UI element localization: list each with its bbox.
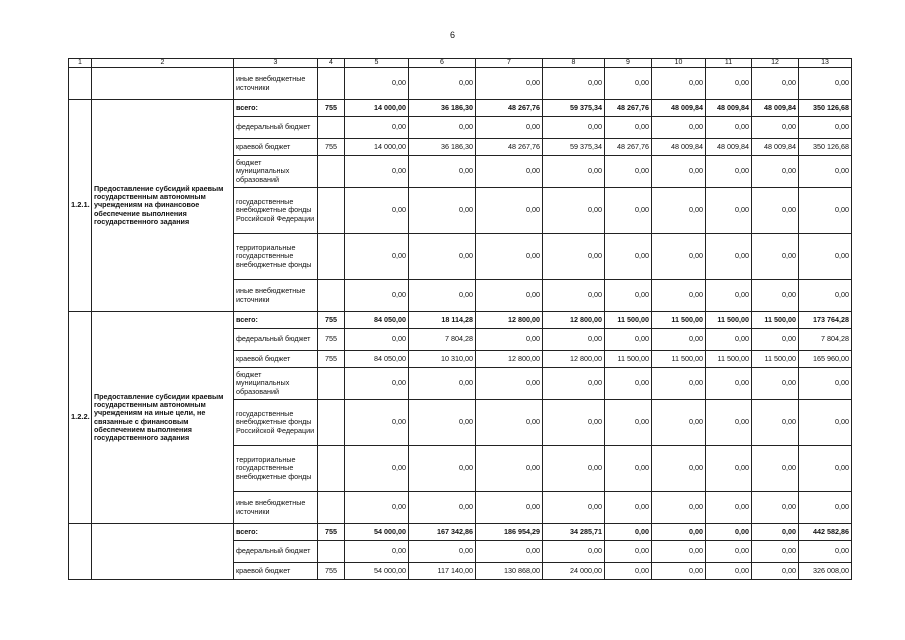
amount-cell: 0,00	[409, 68, 476, 100]
amount-cell: 0,00	[752, 117, 799, 139]
amount-cell: 48 009,84	[706, 139, 752, 156]
amount-cell: 0,00	[799, 117, 852, 139]
amount-cell: 84 050,00	[345, 312, 409, 329]
gr-code	[318, 188, 345, 234]
amount-cell: 12 800,00	[476, 351, 543, 368]
amount-cell: 14 000,00	[345, 100, 409, 117]
amount-cell: 0,00	[409, 492, 476, 524]
amount-cell: 167 342,86	[409, 524, 476, 541]
amount-cell: 0,00	[605, 117, 652, 139]
amount-cell: 0,00	[476, 234, 543, 280]
amount-cell: 36 186,30	[409, 100, 476, 117]
amount-cell: 0,00	[799, 400, 852, 446]
amount-cell: 0,00	[476, 368, 543, 400]
amount-cell: 0,00	[605, 234, 652, 280]
amount-cell: 48 267,76	[476, 100, 543, 117]
amount-cell: 0,00	[476, 280, 543, 312]
amount-cell: 0,00	[345, 492, 409, 524]
amount-cell: 34 285,71	[543, 524, 605, 541]
column-number-cell: 7	[476, 59, 543, 68]
amount-cell: 0,00	[752, 280, 799, 312]
amount-cell: 0,00	[605, 329, 652, 351]
amount-cell: 18 114,28	[409, 312, 476, 329]
gr-code	[318, 541, 345, 563]
amount-cell: 0,00	[652, 368, 706, 400]
gr-code	[318, 280, 345, 312]
item-description: Предоставление субсидии краевым государственным автономным учреждениям на иные цели, не связанные с финансовым обеспечением выполнения государственного задания	[92, 312, 234, 524]
funding-source: федеральный бюджет	[234, 329, 318, 351]
column-number-cell: 8	[543, 59, 605, 68]
amount-cell: 0,00	[652, 563, 706, 580]
amount-cell: 0,00	[345, 234, 409, 280]
amount-cell: 48 267,76	[605, 100, 652, 117]
amount-cell: 0,00	[345, 446, 409, 492]
amount-cell: 0,00	[543, 400, 605, 446]
item-code	[69, 524, 92, 580]
funding-source: всего:	[234, 524, 318, 541]
amount-cell: 0,00	[706, 156, 752, 188]
funding-source: краевой бюджет	[234, 139, 318, 156]
amount-cell: 0,00	[543, 280, 605, 312]
amount-cell: 0,00	[752, 68, 799, 100]
amount-cell: 0,00	[652, 117, 706, 139]
amount-cell: 0,00	[476, 156, 543, 188]
amount-cell: 173 764,28	[799, 312, 852, 329]
amount-cell: 350 126,68	[799, 139, 852, 156]
amount-cell: 442 582,86	[799, 524, 852, 541]
amount-cell: 0,00	[409, 400, 476, 446]
column-number-row	[69, 59, 852, 68]
amount-cell: 12 800,00	[543, 351, 605, 368]
amount-cell: 0,00	[706, 280, 752, 312]
amount-cell: 0,00	[652, 492, 706, 524]
amount-cell: 350 126,68	[799, 100, 852, 117]
amount-cell: 0,00	[752, 563, 799, 580]
item-description	[92, 68, 234, 100]
amount-cell: 0,00	[409, 368, 476, 400]
amount-cell: 11 500,00	[605, 351, 652, 368]
amount-cell: 14 000,00	[345, 139, 409, 156]
amount-cell: 0,00	[752, 492, 799, 524]
funding-source: бюджет муниципальных образований	[234, 156, 318, 188]
column-number-cell: 13	[799, 59, 852, 68]
amount-cell: 84 050,00	[345, 351, 409, 368]
amount-cell: 0,00	[543, 492, 605, 524]
amount-cell: 0,00	[752, 541, 799, 563]
amount-cell: 0,00	[652, 156, 706, 188]
amount-cell: 11 500,00	[752, 312, 799, 329]
gr-code	[318, 400, 345, 446]
gr-code: 755	[318, 139, 345, 156]
amount-cell: 24 000,00	[543, 563, 605, 580]
funding-source: иные внебюджетные источники	[234, 492, 318, 524]
amount-cell: 0,00	[543, 368, 605, 400]
funding-source: государственные внебюджетные фонды Российской Федерации	[234, 400, 318, 446]
amount-cell: 0,00	[752, 368, 799, 400]
amount-cell: 11 500,00	[652, 351, 706, 368]
amount-cell: 0,00	[409, 188, 476, 234]
amount-cell: 0,00	[543, 329, 605, 351]
column-number-cell: 3	[234, 59, 318, 68]
amount-cell: 0,00	[409, 234, 476, 280]
amount-cell: 7 804,28	[799, 329, 852, 351]
amount-cell: 0,00	[799, 492, 852, 524]
amount-cell: 0,00	[476, 329, 543, 351]
amount-cell: 59 375,34	[543, 100, 605, 117]
amount-cell: 0,00	[345, 368, 409, 400]
amount-cell: 0,00	[706, 117, 752, 139]
amount-cell: 0,00	[752, 234, 799, 280]
column-number-cell: 10	[652, 59, 706, 68]
gr-code: 755	[318, 329, 345, 351]
amount-cell: 0,00	[476, 117, 543, 139]
gr-code	[318, 234, 345, 280]
amount-cell: 0,00	[799, 156, 852, 188]
amount-cell: 0,00	[345, 156, 409, 188]
funding-source: краевой бюджет	[234, 563, 318, 580]
amount-cell: 48 009,84	[752, 100, 799, 117]
amount-cell: 0,00	[605, 524, 652, 541]
amount-cell: 0,00	[706, 234, 752, 280]
amount-cell: 7 804,28	[409, 329, 476, 351]
funding-source: государственные внебюджетные фонды Российской Федерации	[234, 188, 318, 234]
funding-source: бюджет муниципальных образований	[234, 368, 318, 400]
amount-cell: 0,00	[605, 280, 652, 312]
column-number-cell: 1	[69, 59, 92, 68]
amount-cell: 0,00	[605, 541, 652, 563]
table-row	[69, 68, 852, 100]
amount-cell: 0,00	[799, 446, 852, 492]
amount-cell: 11 500,00	[605, 312, 652, 329]
column-number-cell: 9	[605, 59, 652, 68]
budget-table	[68, 58, 852, 580]
amount-cell: 0,00	[752, 188, 799, 234]
column-number-cell: 11	[706, 59, 752, 68]
amount-cell: 0,00	[652, 524, 706, 541]
amount-cell: 48 009,84	[652, 139, 706, 156]
column-number-cell: 6	[409, 59, 476, 68]
amount-cell: 48 267,76	[605, 139, 652, 156]
funding-source: иные внебюджетные источники	[234, 68, 318, 100]
amount-cell: 0,00	[752, 329, 799, 351]
gr-code	[318, 68, 345, 100]
amount-cell: 0,00	[409, 280, 476, 312]
amount-cell: 0,00	[543, 541, 605, 563]
amount-cell: 0,00	[799, 368, 852, 400]
amount-cell: 0,00	[706, 563, 752, 580]
amount-cell: 36 186,30	[409, 139, 476, 156]
amount-cell: 130 868,00	[476, 563, 543, 580]
gr-code: 755	[318, 351, 345, 368]
amount-cell: 54 000,00	[345, 563, 409, 580]
amount-cell: 0,00	[706, 541, 752, 563]
amount-cell: 0,00	[652, 68, 706, 100]
amount-cell: 0,00	[605, 446, 652, 492]
column-number-cell: 4	[318, 59, 345, 68]
amount-cell: 48 267,76	[476, 139, 543, 156]
funding-source: федеральный бюджет	[234, 117, 318, 139]
amount-cell: 0,00	[476, 188, 543, 234]
amount-cell: 54 000,00	[345, 524, 409, 541]
amount-cell: 0,00	[706, 524, 752, 541]
amount-cell: 0,00	[476, 68, 543, 100]
amount-cell: 117 140,00	[409, 563, 476, 580]
amount-cell: 0,00	[799, 541, 852, 563]
item-description	[92, 524, 234, 580]
column-number-cell: 2	[92, 59, 234, 68]
amount-cell: 12 800,00	[543, 312, 605, 329]
item-code	[69, 68, 92, 100]
amount-cell: 0,00	[476, 492, 543, 524]
gr-code: 755	[318, 100, 345, 117]
item-code: 1.2.2.	[69, 312, 92, 524]
amount-cell: 0,00	[345, 280, 409, 312]
amount-cell: 0,00	[605, 156, 652, 188]
amount-cell: 0,00	[409, 541, 476, 563]
funding-source: территориальные государственные внебюджетные фонды	[234, 446, 318, 492]
amount-cell: 11 500,00	[652, 312, 706, 329]
funding-source: федеральный бюджет	[234, 541, 318, 563]
amount-cell: 0,00	[345, 188, 409, 234]
table-row	[69, 100, 852, 117]
funding-source: территориальные государственные внебюджетные фонды	[234, 234, 318, 280]
table-row	[69, 524, 852, 541]
amount-cell: 59 375,34	[543, 139, 605, 156]
amount-cell: 0,00	[605, 188, 652, 234]
page-number: 6	[449, 30, 455, 40]
amount-cell: 0,00	[652, 280, 706, 312]
funding-source: всего:	[234, 100, 318, 117]
amount-cell: 0,00	[799, 188, 852, 234]
amount-cell: 0,00	[605, 492, 652, 524]
funding-source: краевой бюджет	[234, 351, 318, 368]
amount-cell: 0,00	[476, 541, 543, 563]
amount-cell: 0,00	[706, 329, 752, 351]
amount-cell: 11 500,00	[706, 351, 752, 368]
amount-cell: 0,00	[409, 446, 476, 492]
gr-code	[318, 368, 345, 400]
item-description: Предоставление субсидий краевым государственным автономным учреждениям на финансовое обеспечение выполнения государственного задания	[92, 100, 234, 312]
amount-cell: 48 009,84	[752, 139, 799, 156]
amount-cell: 0,00	[476, 446, 543, 492]
amount-cell: 0,00	[652, 446, 706, 492]
amount-cell: 0,00	[752, 156, 799, 188]
amount-cell: 0,00	[605, 563, 652, 580]
amount-cell: 0,00	[543, 156, 605, 188]
amount-cell: 0,00	[345, 329, 409, 351]
amount-cell: 0,00	[652, 541, 706, 563]
column-number-cell: 12	[752, 59, 799, 68]
amount-cell: 0,00	[706, 188, 752, 234]
gr-code	[318, 117, 345, 139]
amount-cell: 0,00	[706, 492, 752, 524]
amount-cell: 0,00	[345, 400, 409, 446]
amount-cell: 0,00	[799, 280, 852, 312]
amount-cell: 0,00	[543, 188, 605, 234]
amount-cell: 0,00	[652, 234, 706, 280]
amount-cell: 0,00	[652, 188, 706, 234]
amount-cell: 326 008,00	[799, 563, 852, 580]
amount-cell: 165 960,00	[799, 351, 852, 368]
amount-cell: 0,00	[706, 446, 752, 492]
gr-code	[318, 156, 345, 188]
funding-source: всего:	[234, 312, 318, 329]
gr-code: 755	[318, 524, 345, 541]
amount-cell: 12 800,00	[476, 312, 543, 329]
gr-code: 755	[318, 312, 345, 329]
gr-code	[318, 446, 345, 492]
amount-cell: 0,00	[605, 368, 652, 400]
amount-cell: 0,00	[409, 156, 476, 188]
amount-cell: 0,00	[543, 117, 605, 139]
amount-cell: 0,00	[605, 400, 652, 446]
amount-cell: 0,00	[706, 368, 752, 400]
item-code: 1.2.1.	[69, 100, 92, 312]
amount-cell: 0,00	[345, 541, 409, 563]
amount-cell: 48 009,84	[706, 100, 752, 117]
funding-source: иные внебюджетные источники	[234, 280, 318, 312]
amount-cell: 11 500,00	[706, 312, 752, 329]
amount-cell: 10 310,00	[409, 351, 476, 368]
amount-cell: 0,00	[752, 446, 799, 492]
amount-cell: 0,00	[409, 117, 476, 139]
amount-cell: 0,00	[652, 329, 706, 351]
amount-cell: 0,00	[605, 68, 652, 100]
amount-cell: 0,00	[652, 400, 706, 446]
amount-cell: 0,00	[345, 68, 409, 100]
amount-cell: 0,00	[476, 400, 543, 446]
amount-cell: 0,00	[543, 234, 605, 280]
amount-cell: 0,00	[752, 524, 799, 541]
amount-cell: 11 500,00	[752, 351, 799, 368]
gr-code: 755	[318, 563, 345, 580]
amount-cell: 0,00	[543, 446, 605, 492]
amount-cell: 186 954,29	[476, 524, 543, 541]
gr-code	[318, 492, 345, 524]
amount-cell: 0,00	[752, 400, 799, 446]
amount-cell: 0,00	[799, 68, 852, 100]
table-body	[69, 59, 852, 580]
amount-cell: 0,00	[543, 68, 605, 100]
column-number-cell: 5	[345, 59, 409, 68]
amount-cell: 0,00	[345, 117, 409, 139]
amount-cell: 48 009,84	[652, 100, 706, 117]
amount-cell: 0,00	[706, 68, 752, 100]
table-row	[69, 312, 852, 329]
amount-cell: 0,00	[799, 234, 852, 280]
amount-cell: 0,00	[706, 400, 752, 446]
